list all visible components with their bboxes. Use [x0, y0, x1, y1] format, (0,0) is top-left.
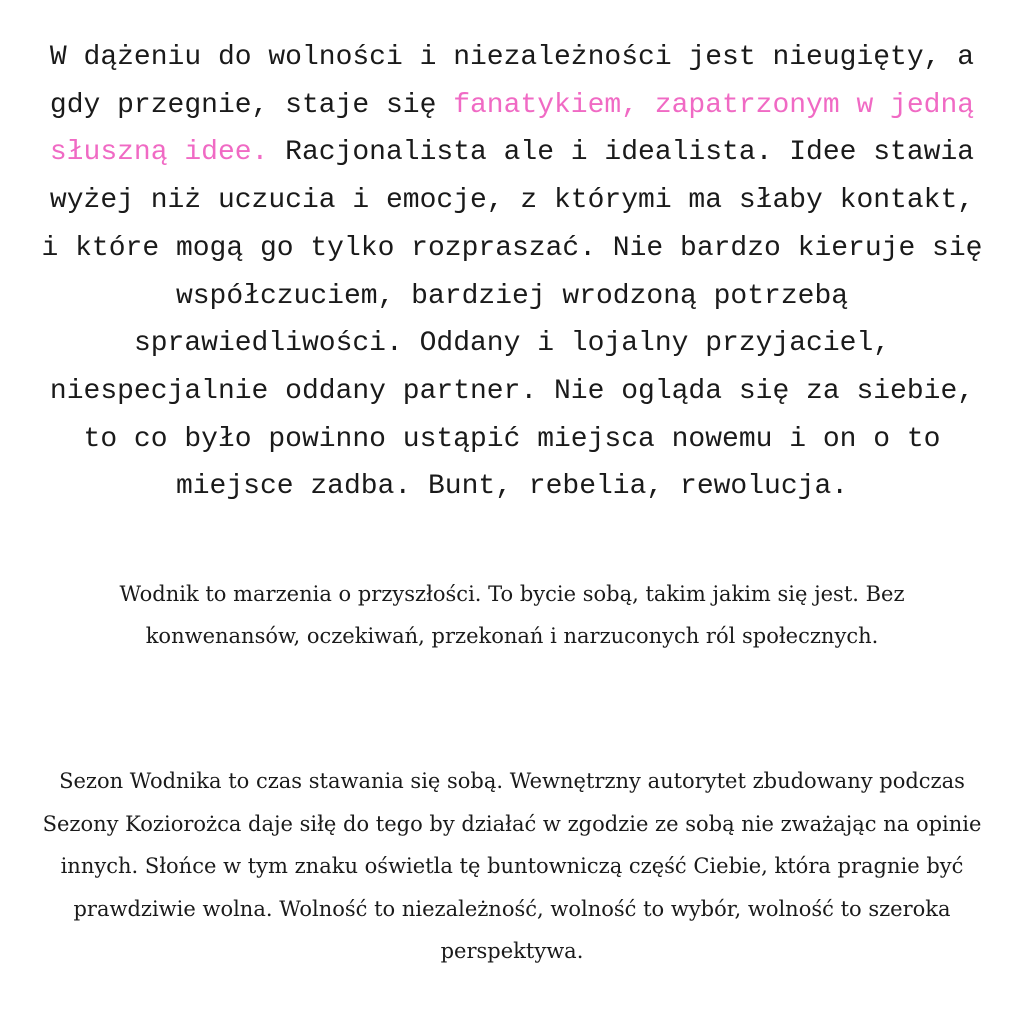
- paragraph-text-before: W dążeniu do wolności i niezależności jest nieugięty, a gdy przegnie, staje się: [49, 42, 975, 121]
- aquarius-season-paragraph: Sezon Wodnika to czas stawania się sobą. Wewnętrzny autorytet zbudowany podczas Sezony Koziorożca daje siłę do tego by działać w zgodzie ze sobą nie zważając na opinie innych. Słońce w tym znaku oświetla tę buntowniczą część Ciebie, która pragnie być prawdziwie wolna. Wolność to niezależność, wolność to wybór, wolność to szeroka perspektywa.: [42, 769, 982, 963]
- paragraph-text-after: Racjonalista ale i idealista. Idee stawia wyżej niż uczucia i emocje, z którymi ma słaby kontakt, i które mogą go tylko rozpraszać. Nie bardzo kieruje się współczuciem, bardziej wrodzoną potrzebą sprawiedliwości. Oddany i lojalny przyjaciel, niespecjalnie oddany partner. Nie ogląda się za siebie, to co było powinno ustąpić miejsca nowemu i on o to miejsce zadba. Bunt, rebelia, rewolucja.: [41, 137, 983, 503]
- description-paragraph: [40, 34, 984, 511]
- highlighted-text: fanatykiem, zapatrzonym w jedną słuszną idee.: [49, 89, 975, 169]
- aquarius-paragraph: Wodnik to marzenia o przyszłości. To bycie sobą, takim jakim się jest. Bez konwenansów, oczekiwań, przekonań i narzuconych ról społecznych.: [119, 582, 905, 648]
